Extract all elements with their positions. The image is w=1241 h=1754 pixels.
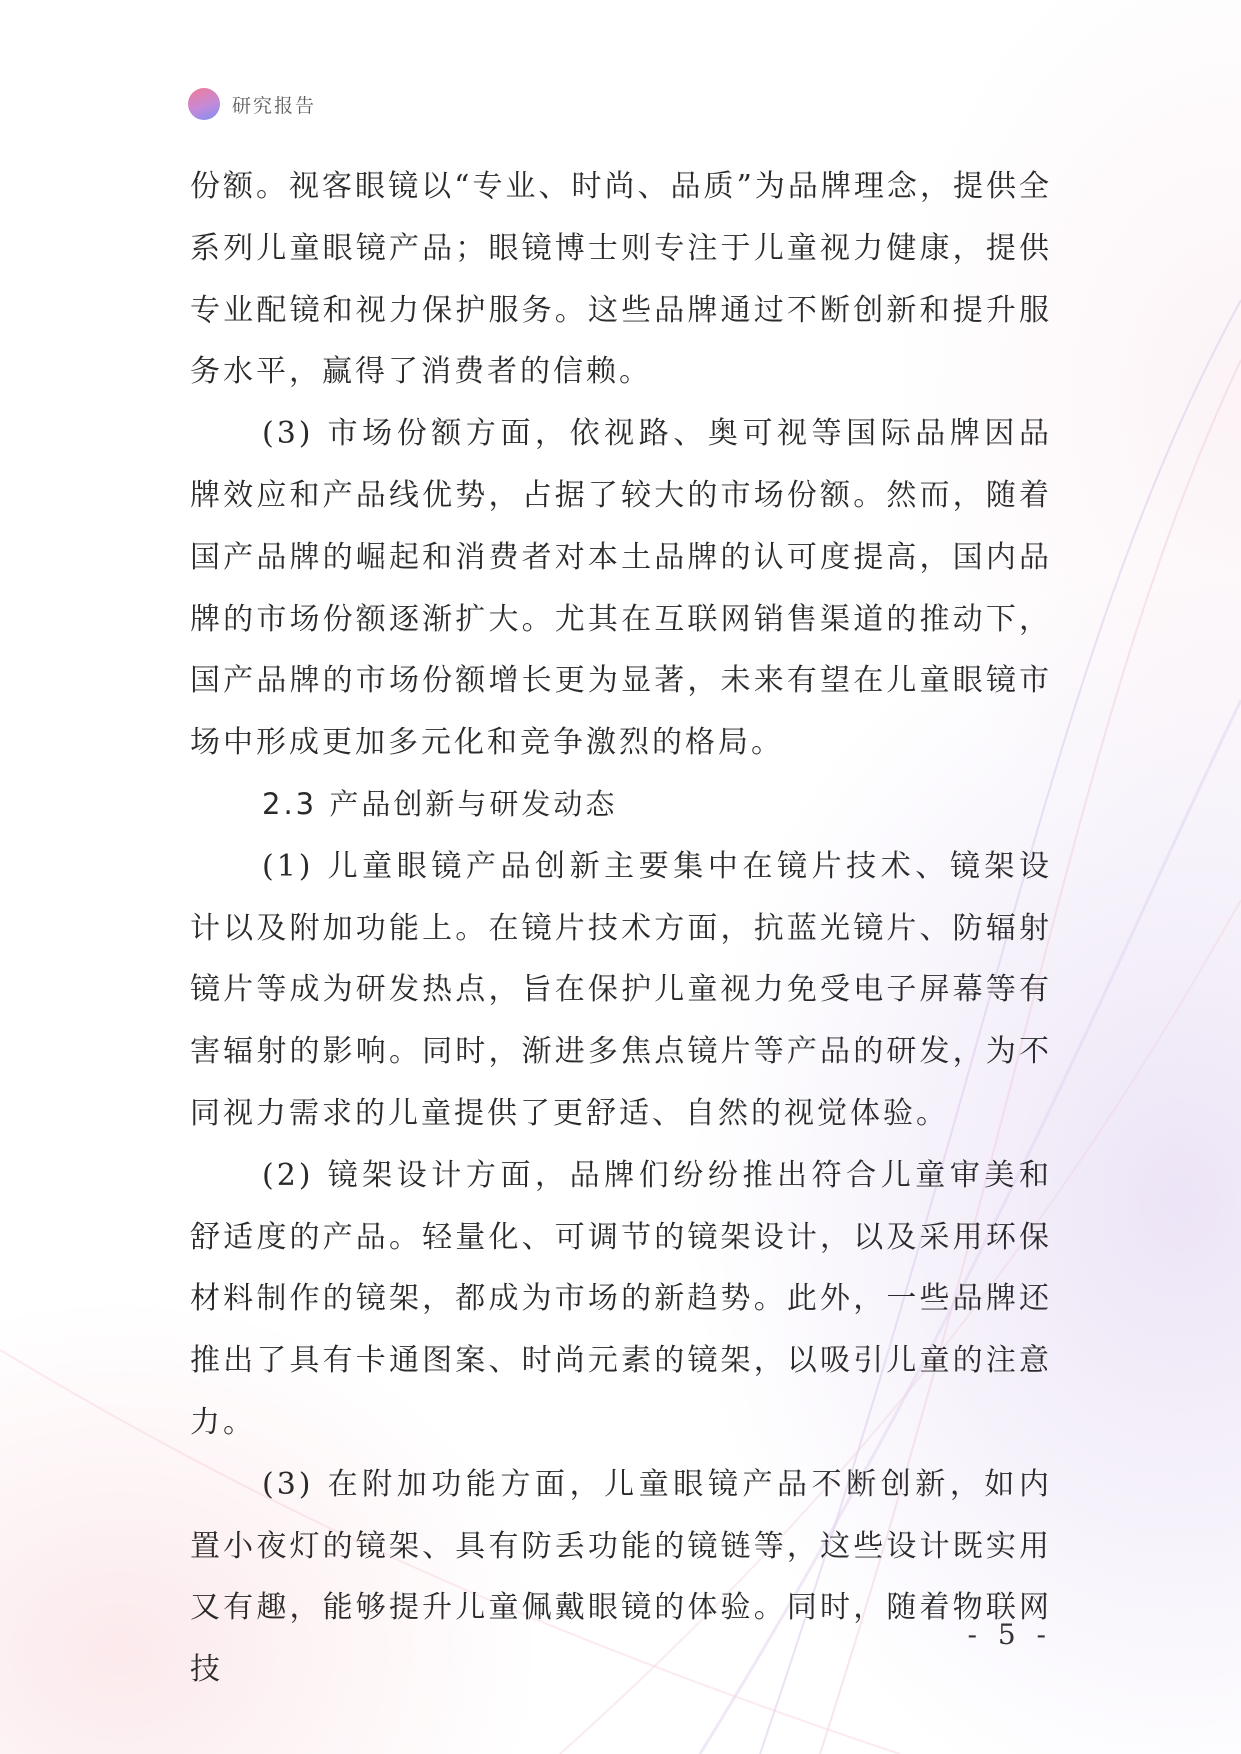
- section-heading: 2.3 产品创新与研发动态: [262, 786, 618, 821]
- paragraph-continuation: 份额。视客眼镜以“专业、时尚、品质”为品牌理念，提供全系列儿童眼镜产品；眼镜博士则专注于儿童视力健康，提供专业配镜和视力保护服务。这些品牌通过不断创新和提升服务水平，赢得了消费者的信赖。: [190, 169, 1052, 390]
- document-header: [188, 88, 316, 120]
- document-body: [190, 156, 1052, 1701]
- report-logo-icon: [188, 88, 220, 120]
- header-title: 研究报告: [232, 94, 317, 117]
- paragraph-additional-features: (3) 在附加功能方面，儿童眼镜产品不断创新，如内置小夜灯的镜架、具有防丢功能的镜链等，这些设计既实用又有趣，能够提升儿童佩戴眼镜的体验。同时，随着物联网技: [190, 1466, 1052, 1688]
- paragraph-lens-innovation: (1) 儿童眼镜产品创新主要集中在镜片技术、镜架设计以及附加功能上。在镜片技术方面，抗蓝光镜片、防辐射镜片等成为研发热点，旨在保护儿童视力免受电子屏幕等有害辐射的影响。同时，渐进多焦点镜片等产品的研发，为不同视力需求的儿童提供了更舒适、自然的视觉体验。: [190, 848, 1052, 1131]
- paragraph-market-share: (3) 市场份额方面，依视路、奥可视等国际品牌因品牌效应和产品线优势，占据了较大的市场份额。然而，随着国产品牌的崛起和消费者对本土品牌的认可度提高，国内品牌的市场份额逐渐扩大。尤其在互联网销售渠道的推动下，国产品牌的市场份额增长更为显著，未来有望在儿童眼镜市场中形成更加多元化和竞争激烈的格局。: [190, 416, 1052, 761]
- paragraph-frame-design: (2) 镜架设计方面，品牌们纷纷推出符合儿童审美和舒适度的产品。轻量化、可调节的镜架设计，以及采用环保材料制作的镜架，都成为市场的新趋势。此外，一些品牌还推出了具有卡通图案、时尚元素的镜架，以吸引儿童的注意力。: [190, 1157, 1052, 1440]
- page-number: - 5 -: [967, 1618, 1052, 1651]
